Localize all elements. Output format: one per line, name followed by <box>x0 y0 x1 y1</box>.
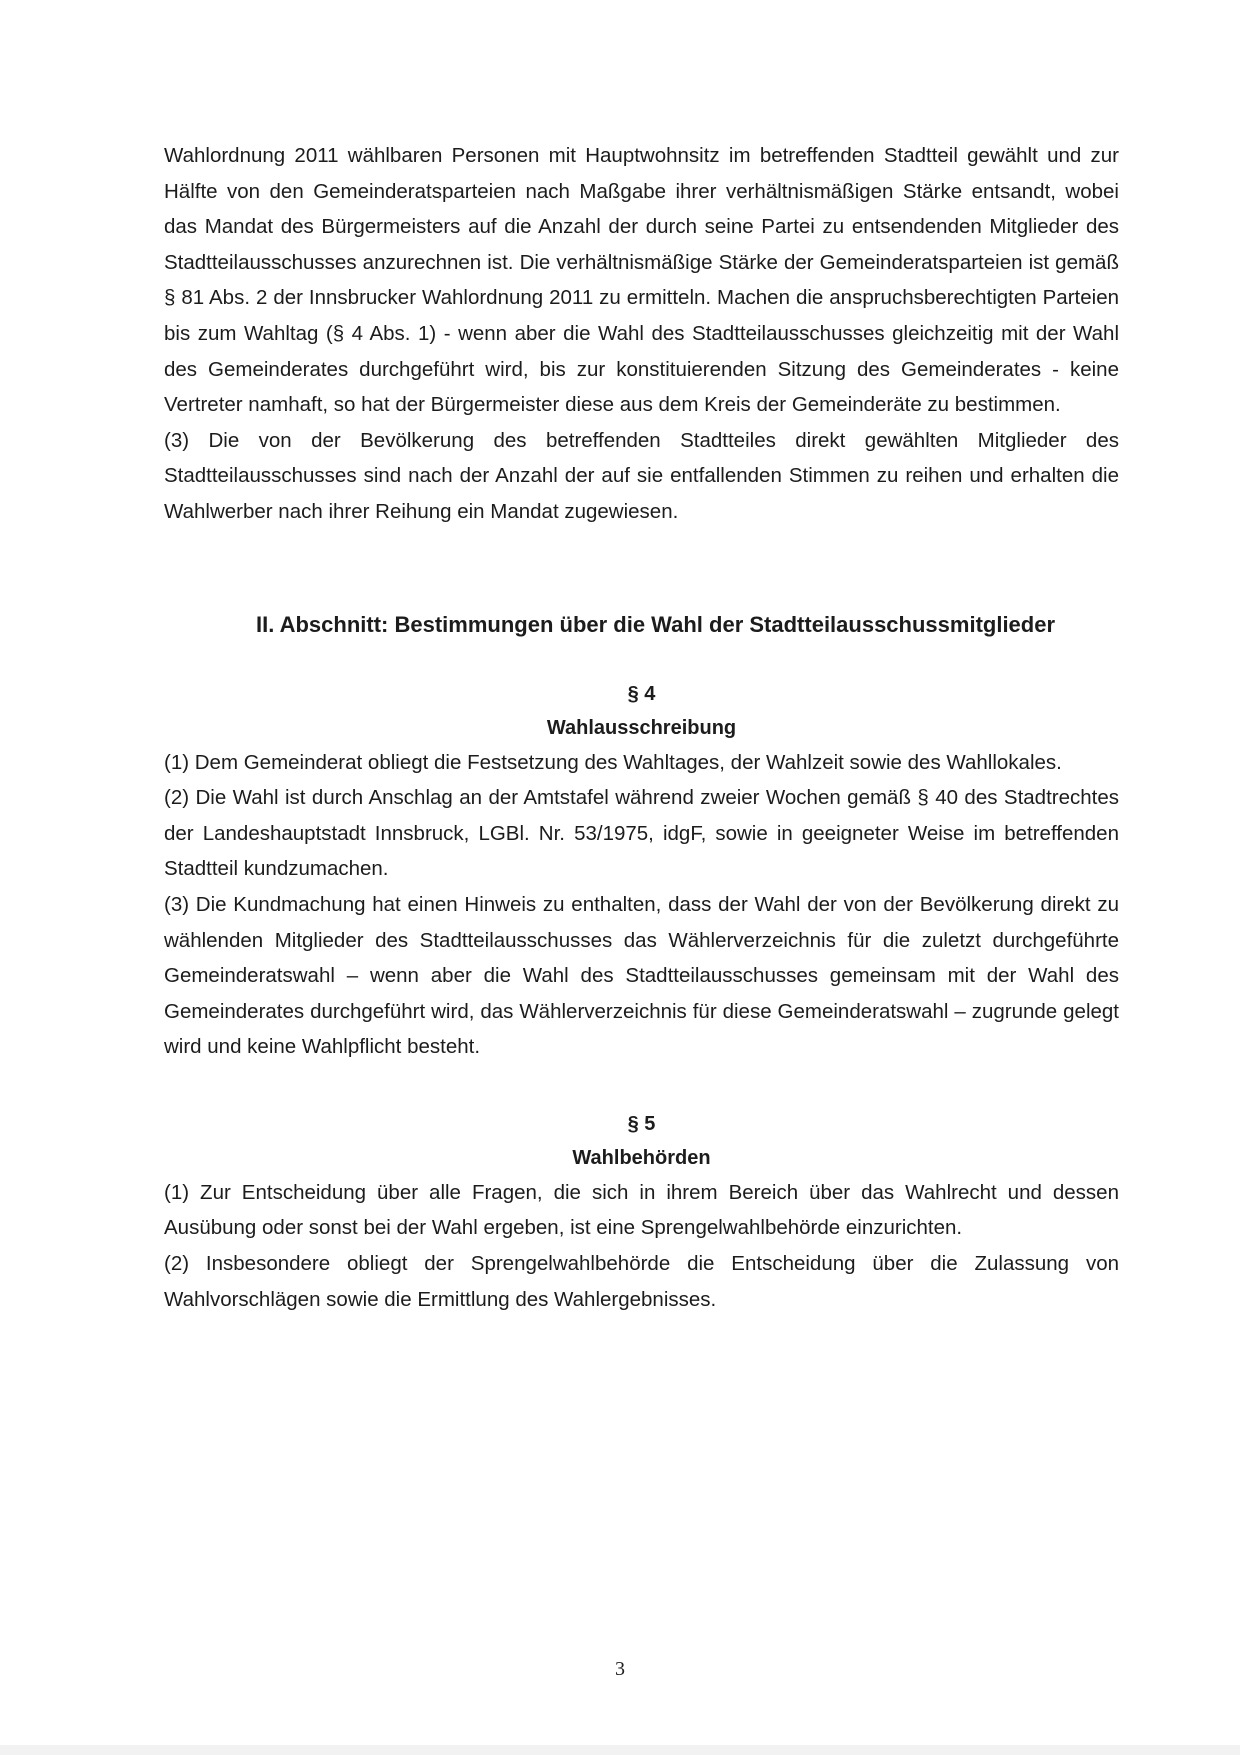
s5-heading: Wahlbehörden <box>572 1146 711 1169</box>
continuation-paragraph: Wahlordnung 2011 wählbaren Personen mit Hauptwohnsitz im betreffenden Stadtteil gewählt und zur Hälfte von den Gemeinderatsparteien nach Maßgabe ihrer verhältnismäßigen Stärke entsandt, wobei das Mandat des Bürgermeisters auf die Anzahl der durch seine Partei zu entsendenden Mitglieder des Stadtteilausschusses anzurechnen ist. Die verhältnismäßige Stärke der Gemeinderatsparteien ist gemäß § 81 Abs. 2 der Innsbrucker Wahlordnung 2011 zu ermitteln. Machen die anspruchsberechtigten Parteien bis zum Wahltag (§ 4 Abs. 1) - wenn aber die Wahl des Stadtteilausschusses gleichzeitig mit der Wahl des Gemeinderates durchgeführt wird, bis zur konstituierenden Sitzung des Gemeinderates - keine Vertreter namhaft, so hat der Bürgermeister diese aus dem Kreis der Gemeinderäte zu bestimmen. <box>164 144 1119 417</box>
s5-paragraph-1: (1) Zur Entscheidung über alle Fragen, die sich in ihrem Bereich über das Wahlrecht und dessen Ausübung oder sonst bei der Wahl ergeben, ist eine Sprengelwahlbehörde einzurichten. <box>164 1180 1119 1240</box>
s5-paragraph-2: (2) Insbesondere obliegt der Sprengelwahlbehörde die Entscheidung über die Zulassung von Wahlvorschlägen sowie die Ermittlung des Wahlergebnisses. <box>164 1252 1119 1311</box>
s4-paragraph-1: (1) Dem Gemeinderat obliegt die Festsetzung des Wahltages, der Wahlzeit sowie des Wahllokales. <box>164 750 1062 774</box>
page-number: 3 <box>615 1658 625 1680</box>
s5-number: § 5 <box>627 1112 656 1135</box>
page-body <box>164 138 1119 1317</box>
section-title: II. Abschnitt: Bestimmungen über die Wahl der Stadtteilausschussmitglieder <box>255 611 1056 637</box>
s4-paragraph-2: (2) Die Wahl ist durch Anschlag an der Amtstafel während zweier Wochen gemäß § 40 des Stadtrechtes der Landeshauptstadt Innsbruck, LGBl. Nr. 53/1975, idgF, sowie in geeigneter Weise im betreffenden Stadtteil kundzumachen. <box>164 786 1119 881</box>
paragraph-3: (3) Die von der Bevölkerung des betreffenden Stadtteiles direkt gewählten Mitglieder des Stadtteilausschusses sind nach der Anzahl der auf sie entfallenden Stimmen zu reihen und erhalten die Wahlwerber nach ihrer Reihung ein Mandat zugewiesen. <box>164 428 1119 523</box>
s4-paragraph-3: (3) Die Kundmachung hat einen Hinweis zu enthalten, dass der Wahl der von der Bevölkerung direkt zu wählenden Mitglieder des Stadtteilausschusses das Wählerverzeichnis für die zuletzt durchgeführte Gemeinderatswahl – wenn aber die Wahl des Stadtteilausschusses gemeinsam mit der Wahl des Gemeinderates durchgeführt wird, das Wählerverzeichnis für diese Gemeinderatswahl – zugrunde gelegt wird und keine Wahlpflicht besteht. <box>164 892 1119 1059</box>
scan-bottom-edge <box>0 1745 1240 1755</box>
s4-heading: Wahlausschreibung <box>546 716 737 739</box>
s4-number: § 4 <box>627 682 656 705</box>
